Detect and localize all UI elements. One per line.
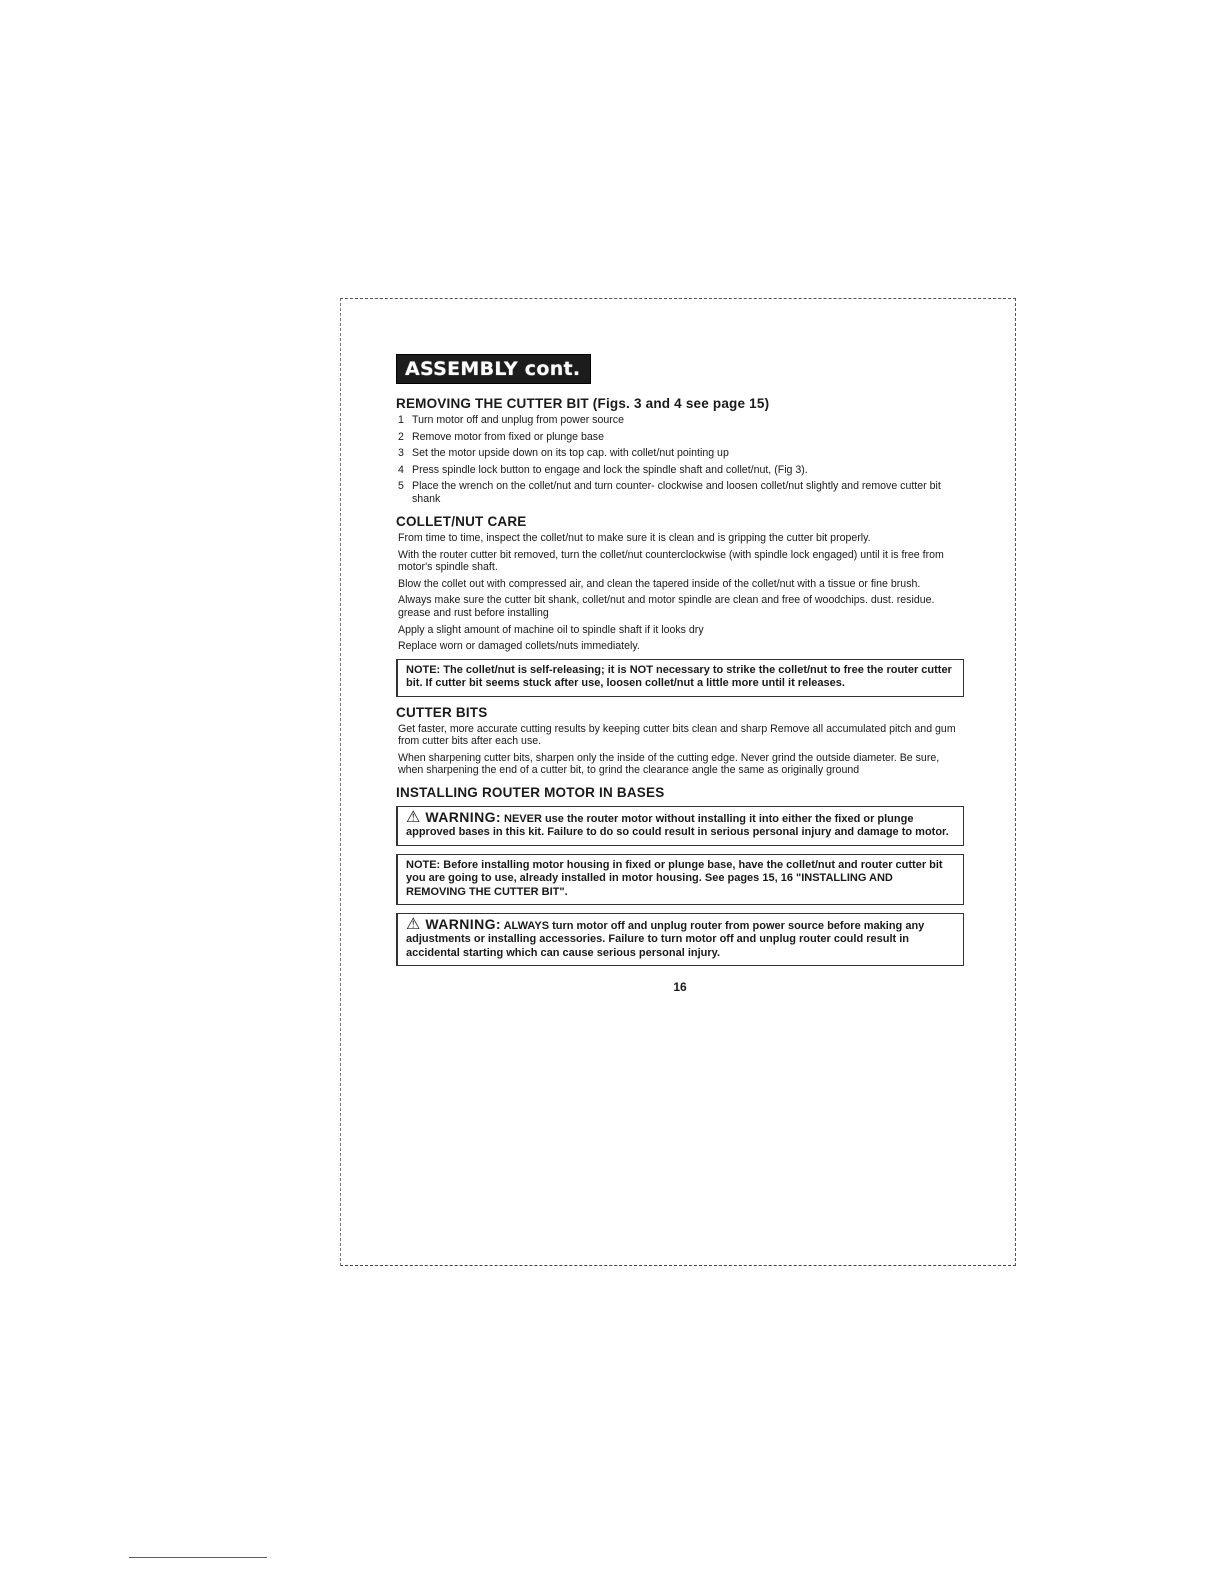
bottom-rule-line: [129, 1557, 267, 1558]
warning-text: NEVER use the router motor without installing it into either the fixed or plunge approved bases in this kit. Failure to do so could result in serious personal injury and damage to motor.: [406, 812, 949, 839]
list-item: 1 Turn motor off and unplug from power source: [398, 414, 624, 426]
list-item: 5 Place the wrench on the collet/nut and turn counter- clockwise and loosen collet/nut slightly and remove cutter bit shank: [398, 480, 941, 505]
warning-triangle-icon: ⚠: [406, 808, 421, 826]
paragraph: Replace worn or damaged collets/nuts immediately.: [398, 640, 640, 653]
note-box-collet-self-releasing: [396, 659, 964, 697]
paragraph: When sharpening cutter bits, sharpen only the inside of the cutting edge. Never grind the outside diameter. Be sure, when sharpening the end of a cutter bit, to grind the clearance angle the same as originally ground: [398, 751, 940, 777]
warning-label: WARNING:: [425, 915, 501, 932]
manual-page-content: [396, 354, 964, 994]
list-item: 3 Set the motor upside down on its top cap. with collet/nut pointing up: [398, 447, 729, 459]
warning-text: ALWAYS turn motor off and unplug router from power source before making any adjustments or installing accessories. Failure to turn motor off and unplug router could result in accidental starting which can cause serious personal injury.: [406, 919, 925, 959]
paragraph: With the router cutter bit removed, turn the collet/nut counterclockwise (with spindle lock engaged) until it is free from motor's spindle shaft.: [398, 548, 944, 574]
paragraph: Apply a slight amount of machine oil to spindle shaft if it looks dry: [398, 623, 704, 636]
warning-label: WARNING:: [425, 808, 501, 825]
page-number: 16: [673, 980, 687, 995]
warning-box-always-turn-off: [396, 913, 964, 966]
warning-box-never-use: [396, 806, 964, 846]
heading-cutter-bits: CUTTER BITS: [396, 704, 488, 720]
paragraph: Get faster, more accurate cutting results by keeping cutter bits clean and sharp Remove all accumulated pitch and gum from cutter bits after each use.: [398, 722, 956, 748]
heading-collet-nut-care: COLLET/NUT CARE: [396, 514, 527, 529]
list-item: 4 Press spindle lock button to engage and lock the spindle shaft and collet/nut, (Fig 3).: [398, 463, 808, 476]
paragraph: Always make sure the cutter bit shank, collet/nut and motor spindle are clean and free of woodchips. dust. residue. grease and rust before installing: [398, 594, 935, 619]
note-text: NOTE: Before installing motor housing in fixed or plunge base, have the collet/nut and router cutter bit you are going to use, already installed in motor housing. See pages 15, 16 "INSTALLING AND REMOVING THE CUTTER BIT".: [406, 858, 943, 898]
heading-removing-cutter-bit: REMOVING THE CUTTER BIT (Figs. 3 and 4 see page 15): [396, 396, 770, 411]
heading-installing-router-motor: INSTALLING ROUTER MOTOR IN BASES: [396, 784, 665, 800]
section-banner: ASSEMBLY cont.: [396, 354, 591, 384]
note-text: NOTE: The collet/nut is self-releasing; it is NOT necessary to strike the collet/nut to free the router cutter bit. If cutter bit seems stuck after use, loosen collet/nut a little more until it releases.: [406, 663, 952, 690]
warning-triangle-icon: ⚠: [406, 915, 421, 933]
paragraph: From time to time, inspect the collet/nut to make sure it is clean and is gripping the cutter bit properly.: [398, 532, 871, 544]
note-box-before-installing: [396, 854, 964, 905]
list-item: 2 Remove motor from fixed or plunge base: [398, 430, 604, 443]
removing-steps-list: [396, 414, 964, 506]
paragraph: Blow the collet out with compressed air, and clean the tapered inside of the collet/nut with a tissue or fine brush.: [398, 577, 921, 590]
